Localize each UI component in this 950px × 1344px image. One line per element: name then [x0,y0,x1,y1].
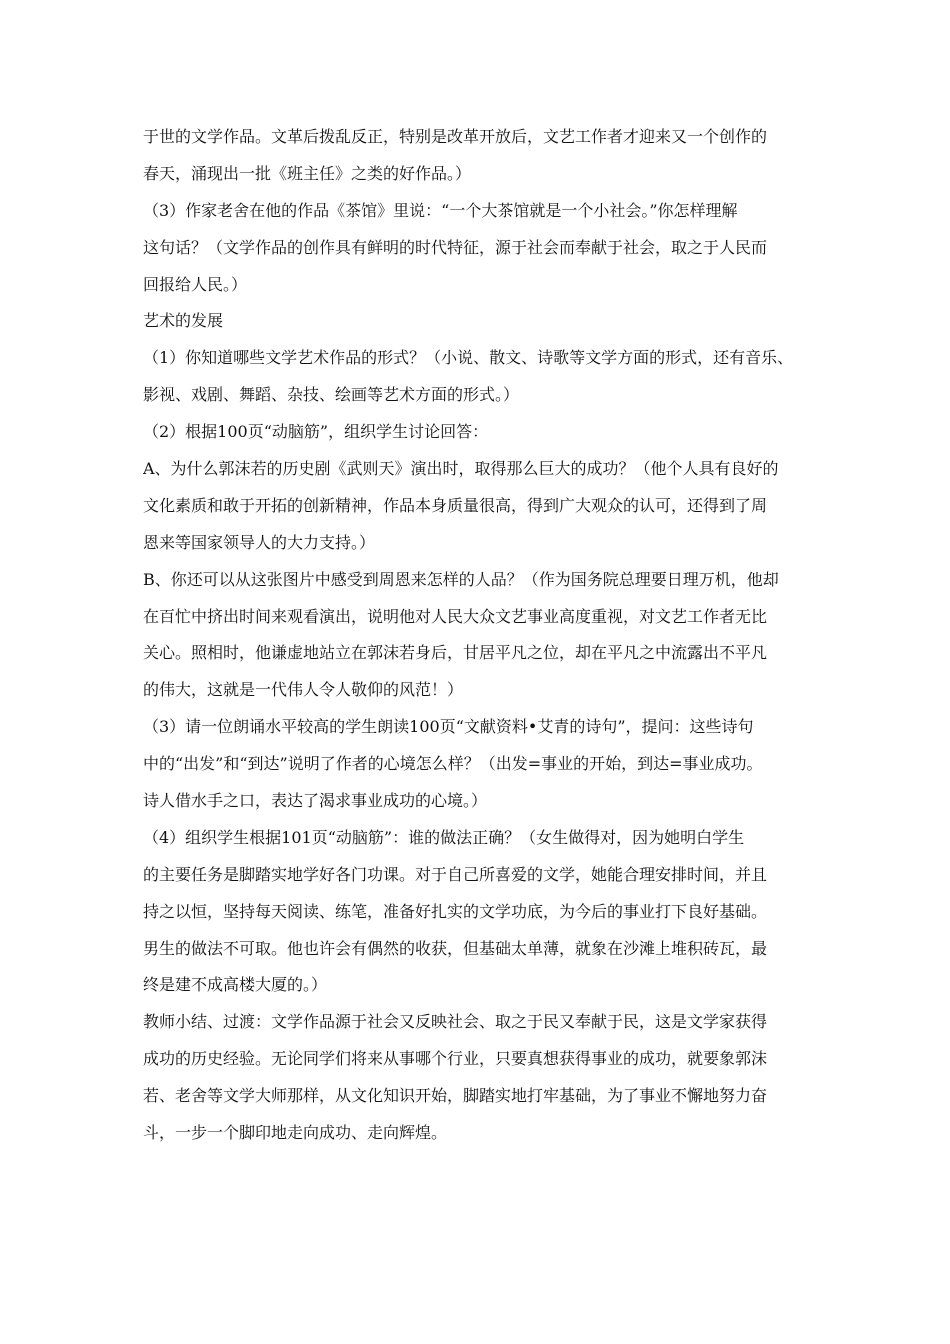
text-line: 教师小结、过渡：文学作品源于社会又反映社会、取之于民又奉献于民，这是文学家获得 [143,1012,768,1032]
text-line: 恩来等国家领导人的大力支持。） [143,532,376,552]
text-line: 中的“出发”和“到达”说明了作者的心境怎么样？（出发=事业的开始，到达=事业成功。 [143,754,763,774]
text-line: 关心。照相时，他谦虚地站立在郭沫若身后，甘居平凡之位，却在平凡之中流露出不平凡 [143,643,768,663]
text-line: 在百忙中挤出时间来观看演出，说明他对人民大众文艺事业高度重视，对文艺工作者无比 [143,606,768,626]
section-heading: 艺术的发展 [143,311,224,331]
text-line: 诗人借水手之口，表达了渴求事业成功的心境。） [143,791,488,811]
text-line: （1）你知道哪些文学艺术作品的形式？（小说、散文、诗歌等文学方面的形式，还有音乐、 [143,348,794,368]
text-line: 男生的做法不可取。他也许会有偶然的收获，但基础太单薄，就象在沙滩上堆积砖瓦，最 [143,938,768,958]
text-line: 成功的历史经验。无论同学们将来从事哪个行业，只要真想获得事业的成功，就要象郭沫 [143,1049,768,1069]
text-line: 影视、戏剧、舞蹈、杂技、绘画等艺术方面的形式。） [143,385,520,405]
text-line: 斗，一步一个脚印地走向成功、走向辉煌。 [143,1123,448,1143]
text-line: 持之以恒，坚持每天阅读、练笔，准备好扎实的文学功底，为今后的事业打下良好基础。 [143,901,768,921]
text-line: A、为什么郭沫若的历史剧《武则天》演出时，取得那么巨大的成功？（他个人具有良好的 [143,459,779,479]
text-line: 这句话？（文学作品的创作具有鲜明的时代特征，源于社会而奉献于社会，取之于人民而 [143,237,768,257]
text-line: 回报给人民。） [143,274,248,294]
text-line: （4）组织学生根据101页“动脑筋”：谁的做法正确？（女生做得对，因为她明白学生 [143,827,745,847]
text-line: 春天，涌现出一批《班主任》之类的好作品。） [143,163,472,183]
text-line: 若、老舍等文学大师那样，从文化知识开始，脚踏实地打牢基础，为了事业不懈地努力奋 [143,1086,768,1106]
text-line: B、你还可以从这张图片中感受到周恩来怎样的人品？（作为国务院总理要日理万机，他却 [143,569,779,589]
text-line: 的伟大，这就是一代伟人令人敬仰的风范！） [143,680,464,700]
text-line: （2）根据100页“动脑筋”，组织学生讨论回答： [143,422,489,442]
text-line: （3）作家老舍在他的作品《茶馆》里说：“一个大茶馆就是一个小社会。”你怎样理解 [143,200,738,220]
text-line: （3）请一位朗诵水平较高的学生朗读100页“文献资料•艾青的诗句”，提问：这些诗句 [143,717,754,737]
document-body [143,119,815,1152]
text-line: 于世的文学作品。文革后拨乱反正，特别是改革开放后，文艺工作者才迎来又一个创作的 [143,127,768,146]
text-line: 的主要任务是脚踏实地学好各门功课。对于自己所喜爱的文学，她能合理安排时间，并且 [143,864,768,884]
text-line: 终是建不成高楼大厦的。） [143,975,328,995]
text-line: 文化素质和敢于开拓的创新精神，作品本身质量很高，得到广大观众的认可，还得到了周 [143,495,768,515]
